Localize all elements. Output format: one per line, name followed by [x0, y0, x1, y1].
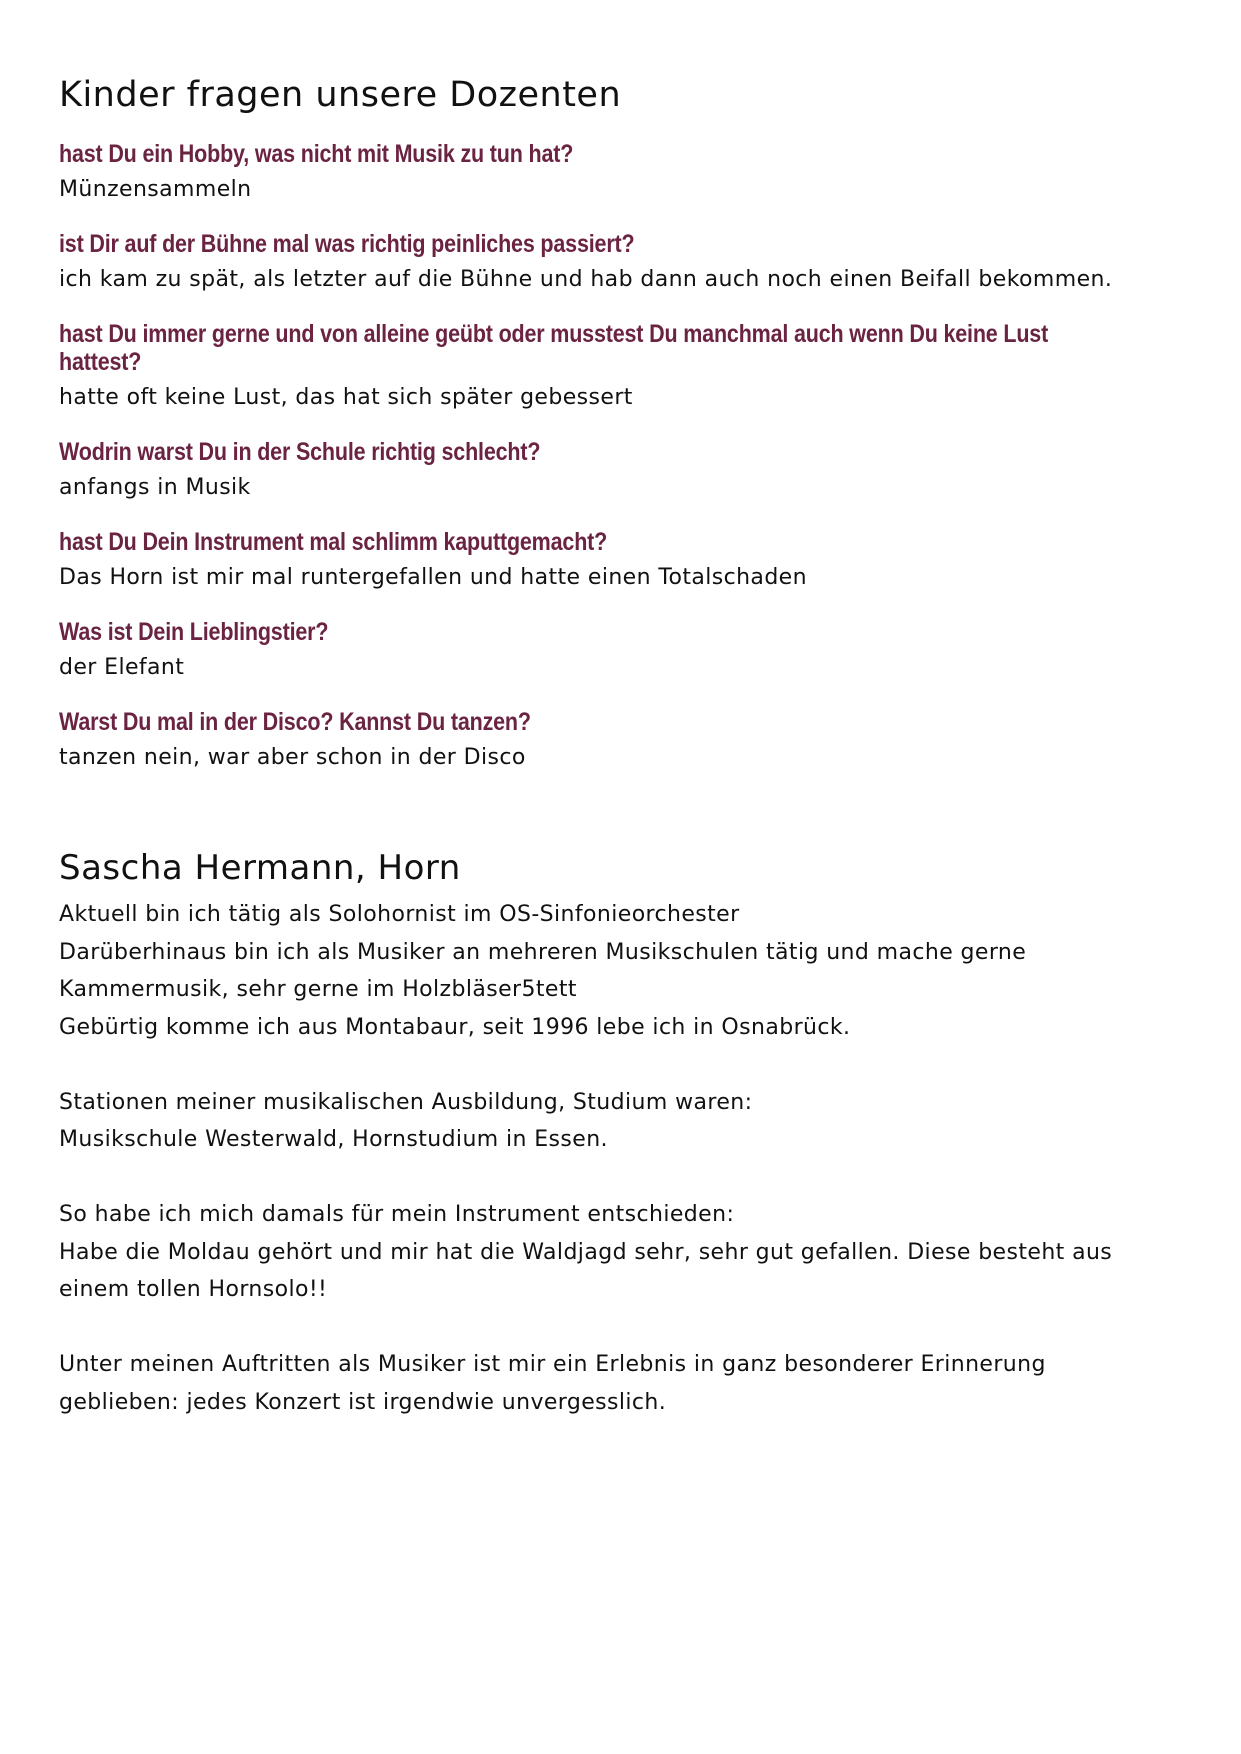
- bio-line: So habe ich mich damals für mein Instrument entschieden:: [59, 1202, 735, 1227]
- bio-line: geblieben: jedes Konzert ist irgendwie unvergesslich.: [59, 1389, 667, 1415]
- bio-line: Stationen meiner musikalischen Ausbildung, Studium waren:: [59, 1089, 753, 1115]
- profile-bio: [59, 896, 1189, 1421]
- document-page: [59, 70, 1189, 1421]
- answer: Das Horn ist mir mal runtergefallen und hatte einen Totalschaden: [59, 565, 807, 590]
- qa-list: [59, 140, 1189, 774]
- qa-item: [59, 618, 1189, 684]
- question: hast Du ein Hobby, was nicht mit Musik zu tun hat?: [59, 140, 574, 168]
- bio-line: einem tollen Hornsolo!!: [59, 1277, 328, 1302]
- qa-item: [59, 140, 1189, 206]
- bio-line: Gebürtig komme ich aus Montabaur, seit 1996 lebe ich in Osnabrück.: [59, 1014, 851, 1040]
- answer: ich kam zu spät, als letzter auf die Bühne und hab dann auch noch einen Beifall bekommen.: [59, 267, 1113, 292]
- answer: tanzen nein, war aber schon in der Disco: [59, 745, 526, 770]
- question: Wodrin warst Du in der Schule richtig schlecht?: [59, 438, 541, 466]
- question: Warst Du mal in der Disco? Kannst Du tanzen?: [59, 708, 531, 736]
- bio-line: Habe die Moldau gehört und mir hat die Waldjagd sehr, sehr gut gefallen. Diese besteht aus: [59, 1239, 1113, 1265]
- paragraph-gap: [59, 1046, 1189, 1084]
- question: Was ist Dein Lieblingstier?: [59, 618, 329, 646]
- profile-name: Sascha Hermann, Horn: [59, 848, 461, 888]
- paragraph-gap: [59, 1309, 1189, 1347]
- bio-line: Musikschule Westerwald, Hornstudium in Essen.: [59, 1127, 608, 1152]
- answer: der Elefant: [59, 655, 185, 680]
- question: ist Dir auf der Bühne mal was richtig peinliches passiert?: [59, 230, 635, 258]
- bio-line: Aktuell bin ich tätig als Solohornist im OS-Sinfonieorchester: [59, 902, 740, 927]
- bio-line: Darüberhinaus bin ich als Musiker an mehreren Musikschulen tätig und mache gerne: [59, 939, 1027, 965]
- qa-item: [59, 528, 1189, 594]
- question: hast Du Dein Instrument mal schlimm kaputtgemacht?: [59, 528, 608, 556]
- paragraph-gap: [59, 1159, 1189, 1197]
- answer: anfangs in Musik: [59, 475, 251, 500]
- qa-item: [59, 320, 1189, 414]
- answer: hatte oft keine Lust, das hat sich später gebessert: [59, 385, 633, 410]
- bio-line: Unter meinen Auftritten als Musiker ist mir ein Erlebnis in ganz besonderer Erinnerung: [59, 1352, 1046, 1377]
- qa-item: [59, 230, 1189, 296]
- bio-line: Kammermusik, sehr gerne im Holzbläser5tett: [59, 977, 577, 1002]
- qa-item: [59, 438, 1189, 504]
- page-title: Kinder fragen unsere Dozenten: [59, 75, 622, 115]
- answer: Münzensammeln: [59, 177, 252, 202]
- qa-item: [59, 708, 1189, 774]
- question: hast Du immer gerne und von alleine geübt oder musstest Du manchmal auch wenn Du keine Lust hattest?: [59, 320, 1049, 376]
